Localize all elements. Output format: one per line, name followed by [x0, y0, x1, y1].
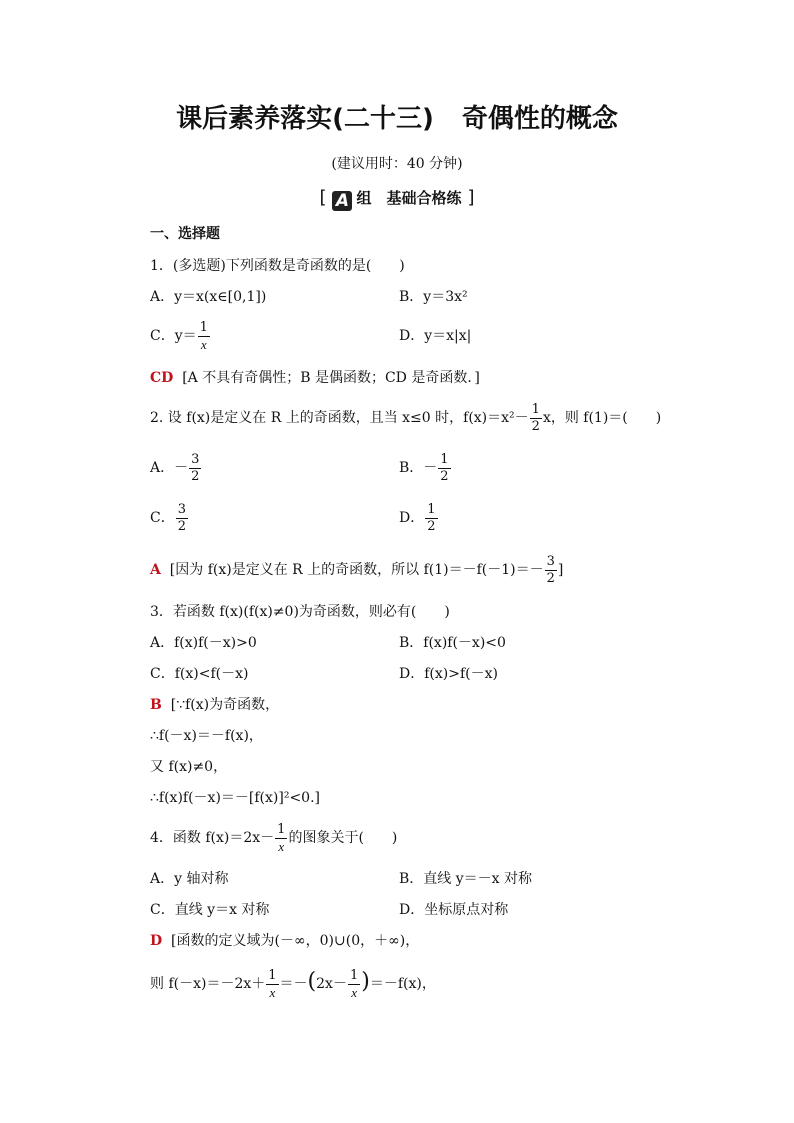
fraction-numerator: 1: [199, 319, 208, 335]
fraction-denominator: x: [278, 838, 285, 854]
q2-option-d: [399, 500, 439, 536]
q2-stem-post: x，则 f(1)＝( ): [542, 410, 662, 426]
q4-stem-post: 的图象关于( ): [288, 830, 398, 846]
right-paren: ): [361, 969, 370, 994]
q2-option-d-fraction: [425, 502, 437, 535]
time-note: (建议用时：40 分钟): [331, 156, 463, 172]
q1-option-b: B．y＝3x²: [399, 289, 468, 305]
q4-option-d: D．坐标原点对称: [399, 902, 509, 918]
q4-options-ab: [150, 869, 532, 889]
q2-stem: [150, 400, 661, 436]
q1-answer-line: [150, 368, 480, 388]
fraction-numerator: 1: [277, 821, 286, 837]
fraction-denominator: 2: [531, 418, 540, 434]
q3-answer-line: [150, 695, 279, 715]
left-paren: (: [307, 969, 317, 994]
q2-option-b: [399, 450, 452, 486]
q3-options-cd: [150, 664, 498, 684]
fraction-denominator: 2: [546, 570, 555, 586]
q3-solution-3: 又 f(x)≠0，: [150, 759, 228, 775]
q1-explanation: [A 不具有奇偶性；B 是偶函数；CD 是奇函数．]: [182, 370, 480, 386]
q3-answer: B: [150, 697, 162, 713]
q2-answer: A: [150, 562, 161, 578]
q4-option-b: B．直线 y＝－x 对称: [399, 871, 532, 887]
q3-option-c: C．f(x)<f(－x): [150, 666, 249, 682]
section-title: 一、选择题: [150, 226, 220, 242]
q2-option-c-fraction: [176, 502, 188, 535]
fraction-denominator: 2: [191, 468, 200, 484]
q4-solution-2-inner: 2x－: [316, 976, 347, 992]
group-name: 组 基础合格练: [356, 189, 462, 207]
title-main: 课后素养落实(二十三): [176, 104, 434, 134]
q4-answer-line: [150, 931, 419, 951]
q4-solution-2-post: ＝－f(x)，: [369, 976, 436, 992]
group-header: [0, 187, 794, 211]
q4-answer: D: [150, 933, 163, 949]
fraction-numerator: 1: [268, 967, 277, 983]
q3-solution-4: ∴f(x)f(－x)＝－[f(x)]²<0.]: [150, 790, 320, 806]
q4-solution-fraction-2: [348, 968, 360, 1001]
bracket-right: ]: [467, 187, 475, 208]
q1-option-a: A．y＝x(x∈[0,1]): [150, 289, 267, 305]
q4-option-a: A．y 轴对称: [150, 871, 229, 887]
q3-option-a: A．f(x)f(－x)>0: [150, 635, 257, 651]
q4-solution-2-pre: 则 f(－x)＝－2x＋: [150, 976, 266, 992]
fraction-denominator: x: [200, 336, 207, 352]
q1-option-c-fraction: [198, 320, 210, 353]
q4-option-c: C．直线 y＝x 对称: [150, 902, 270, 918]
q4-solution-2-mid: ＝－: [279, 976, 308, 992]
q2-stem-pre: 2. 设 f(x)是定义在 R 上的奇函数，且当 x≤0 时，f(x)＝x²－: [150, 410, 529, 426]
q2-stem-fraction: [530, 402, 542, 435]
q3-stem: 3．若函数 f(x)(f(x)≠0)为奇函数，则必有( ): [150, 604, 450, 620]
fraction-denominator: 2: [440, 468, 449, 484]
q1-options-ab: [150, 287, 468, 307]
q2-option-c-prefix: C．: [150, 510, 175, 526]
bracket-left: [: [319, 187, 327, 208]
q1-option-d: D．y＝x|x|: [399, 328, 472, 344]
q4-solution-fraction-1: [266, 968, 278, 1001]
q2-option-d-prefix: D．: [399, 510, 425, 526]
q2-option-b-prefix: B．－: [399, 460, 438, 476]
q4-stem-pre: 4．函数 f(x)＝2x－: [150, 830, 275, 846]
fraction-numerator: 3: [177, 501, 186, 517]
fraction-denominator: x: [351, 984, 357, 1000]
q1-stem: 1．(多选题)下列函数是奇函数的是( ): [150, 258, 405, 274]
q2-option-a-fraction: [189, 452, 201, 485]
q3-option-b: B．f(x)f(－x)<0: [399, 635, 506, 651]
q4-stem: [150, 820, 397, 856]
fraction-denominator: 2: [177, 518, 186, 534]
q2-explanation-pre: [因为 f(x)是定义在 R 上的奇函数，所以 f(1)＝－f(－1)＝－: [169, 562, 544, 578]
q4-stem-fraction: [275, 822, 287, 855]
q2-answer-line: [150, 552, 563, 588]
fraction-numerator: 1: [349, 967, 359, 983]
q4-solution-2: [150, 964, 436, 1002]
q2-option-b-fraction: [438, 452, 450, 485]
q4-options-cd: [150, 900, 509, 920]
q2-options-cd: [150, 500, 436, 536]
title-topic: 奇偶性的概念: [461, 104, 618, 134]
q1-options-cd: [150, 318, 472, 354]
fraction-numerator: 1: [427, 501, 436, 517]
fraction-numerator: 1: [440, 451, 449, 467]
q2-explanation-post: ]: [557, 562, 564, 578]
q3-solution-1: [∵f(x)为奇函数，: [170, 697, 280, 713]
q3-options-ab: [150, 633, 506, 653]
fraction-denominator: 2: [427, 518, 436, 534]
page-title: [0, 98, 794, 135]
q3-option-d: D．f(x)>f(－x): [399, 666, 498, 682]
q4-solution-1: [函数的定义域为(－∞，0)∪(0，＋∞)，: [171, 933, 420, 949]
fraction-numerator: 1: [531, 401, 540, 417]
fraction-numerator: 3: [546, 553, 555, 569]
q1-option-c-prefix: C．y＝: [150, 328, 197, 344]
q2-option-a-prefix: A．－: [150, 460, 189, 476]
q2-explanation-fraction: [545, 554, 557, 587]
q3-solution-2: ∴f(－x)＝－f(x)，: [150, 728, 263, 744]
fraction-numerator: 3: [191, 451, 200, 467]
q2-options-ab: [150, 450, 449, 486]
fraction-denominator: x: [269, 984, 276, 1000]
group-letter-badge: A: [332, 191, 352, 211]
q1-answer: CD: [150, 370, 174, 386]
